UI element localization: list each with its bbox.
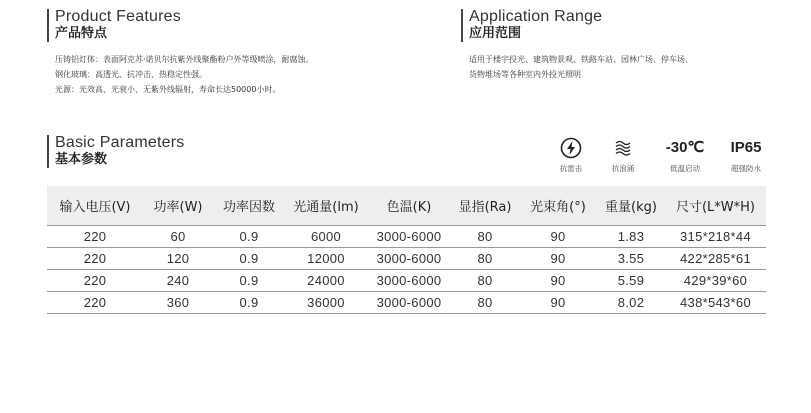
table-cell: 3.55: [597, 248, 665, 270]
feature-label: 超强防水: [731, 164, 761, 173]
waterproof-value: IP65: [730, 139, 762, 156]
table-cell: 438*543*60: [665, 292, 766, 314]
table-cell: 220: [47, 292, 143, 314]
table-cell: 3000-6000: [367, 270, 451, 292]
feature-line: 压铸铝灯体：表面阿克苏·诺贝尔抗紫外线聚酯粉户外等级喷涂，耐腐蚀。: [55, 55, 314, 64]
feature-lightning: [548, 136, 594, 174]
header-luminous-flux: 光通量(lm): [293, 200, 359, 215]
table-row: [47, 226, 766, 248]
product-features-title-en: Product Features: [55, 8, 181, 25]
table-cell: 0.9: [213, 292, 285, 314]
table-cell: 80: [451, 292, 519, 314]
table-cell: 0.9: [213, 248, 285, 270]
feature-line: 光源：光效高、光衰小、无紫外线辐射，寿命长达50000小时。: [55, 85, 281, 94]
table-cell: 1.83: [597, 226, 665, 248]
product-features-heading: [47, 9, 181, 42]
low-temp-value: -30℃: [665, 139, 705, 156]
table-cell: 90: [519, 226, 597, 248]
application-range-heading: [461, 9, 602, 42]
parameters-table: [47, 186, 766, 314]
table-cell: 240: [143, 270, 213, 292]
product-features-text: [55, 52, 314, 97]
basic-parameters-heading: [47, 135, 184, 168]
table-cell: 0.9: [213, 270, 285, 292]
feature-low-temp: [662, 136, 708, 174]
table-header-row: [47, 186, 766, 226]
header-power-factor: 功率因数: [222, 200, 275, 215]
feature-line: 钢化玻璃：高透光、抗冲击、热稳定性强。: [55, 70, 207, 79]
feature-label: 低温启动: [670, 164, 700, 173]
header-voltage: 输入电压(V): [59, 200, 131, 215]
table-cell: 90: [519, 248, 597, 270]
application-range-title-cn: 应用范围: [469, 26, 522, 41]
product-features-title-cn: 产品特点: [55, 26, 108, 41]
table-cell: 12000: [285, 248, 367, 270]
table-cell: 60: [143, 226, 213, 248]
table-cell: 360: [143, 292, 213, 314]
table-cell: 3000-6000: [367, 292, 451, 314]
feature-waterproof: [723, 136, 769, 174]
table-cell: 80: [451, 248, 519, 270]
table-cell: 220: [47, 226, 143, 248]
table-cell: 80: [451, 270, 519, 292]
table-cell: 220: [47, 248, 143, 270]
feature-label: 抗雷击: [559, 164, 583, 173]
header-dimensions: 尺寸(L*W*H): [675, 200, 756, 215]
table-cell: 6000: [285, 226, 367, 248]
basic-parameters-title-cn: 基本参数: [55, 152, 108, 167]
table-row: [47, 270, 766, 292]
table-cell: 3000-6000: [367, 248, 451, 270]
application-line: 货物堆场等各种室内外投光照明: [469, 70, 581, 79]
table-cell: 422*285*61: [665, 248, 766, 270]
feature-label: 抗浪涌: [611, 164, 635, 173]
table-cell: 120: [143, 248, 213, 270]
table-cell: 8.02: [597, 292, 665, 314]
table-cell: 429*39*60: [665, 270, 766, 292]
header-color-temp: 色温(K): [386, 200, 432, 215]
header-weight: 重量(kg): [605, 200, 657, 215]
table-cell: 24000: [285, 270, 367, 292]
feature-icons: [548, 136, 773, 176]
basic-parameters-title-en: Basic Parameters: [55, 134, 185, 151]
table-row: [47, 292, 766, 314]
table-row: [47, 248, 766, 270]
surge-wave-icon: [613, 138, 633, 158]
table-cell: 90: [519, 292, 597, 314]
application-range-title-en: Application Range: [469, 8, 603, 25]
header-power: 功率(W): [153, 200, 203, 215]
table-cell: 36000: [285, 292, 367, 314]
application-line: 适用于楼宇投光、建筑物景观、铁路车站、园林广场、停车场、: [469, 55, 693, 64]
header-beam-angle: 光束角(°): [530, 200, 586, 215]
table-cell: 90: [519, 270, 597, 292]
table-cell: 80: [451, 226, 519, 248]
feature-surge: [600, 136, 646, 174]
table-cell: 0.9: [213, 226, 285, 248]
table-cell: 220: [47, 270, 143, 292]
table-cell: 3000-6000: [367, 226, 451, 248]
table-cell: 5.59: [597, 270, 665, 292]
table-cell: 315*218*44: [665, 226, 766, 248]
header-cri: 显指(Ra): [458, 200, 512, 215]
lightning-icon: [560, 137, 582, 159]
application-range-text: [469, 52, 693, 82]
